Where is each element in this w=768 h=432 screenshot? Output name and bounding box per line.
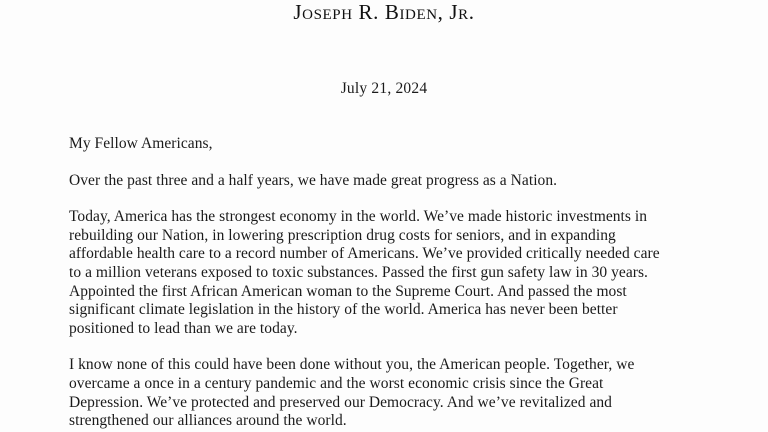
paragraph-thanks — [69, 356, 719, 430]
salutation: My Fellow Americans, — [69, 135, 213, 152]
paragraph-line: Appointed the first African American woman to the Supreme Court. And passed the most — [69, 282, 627, 300]
paragraph-line: rebuilding our Nation, in lowering prescription drug costs for seniors, and in expanding — [69, 226, 616, 244]
paragraph-line: Over the past three and a half years, we have made great progress as a Nation. — [69, 171, 558, 189]
letter-body — [69, 135, 719, 431]
paragraph-line: Depression. We’ve protected and preserved our Democracy. And we’ve revitalized and — [69, 393, 612, 411]
paragraph-line: I know none of this could have been done without you, the American people. Together, we — [69, 356, 635, 374]
paragraph-line: strengthened our alliances around the world. — [69, 412, 347, 430]
paragraph-line: affordable health care to a record number of Americans. We’ve provided critically needed care — [69, 245, 660, 263]
paragraph-line: significant climate legislation in the history of the world. America has never been better — [69, 301, 618, 319]
paragraph-line: Today, America has the strongest economy in the world. We’ve made historic investments in — [69, 208, 648, 226]
paragraph-line: positioned to lead than we are today. — [69, 319, 298, 337]
paragraph-progress — [69, 172, 719, 191]
letterhead-name: Joseph R. Biden, Jr. — [293, 0, 475, 24]
paragraph-accomplishments — [69, 208, 719, 338]
letter-date: July 21, 2024 — [340, 80, 428, 97]
paragraph-line: overcame a once in a century pandemic and the worst economic crisis since the Great — [69, 374, 604, 392]
paragraph-line: to a million veterans exposed to toxic substances. Passed the first gun safety law in 30 years. — [69, 263, 648, 281]
